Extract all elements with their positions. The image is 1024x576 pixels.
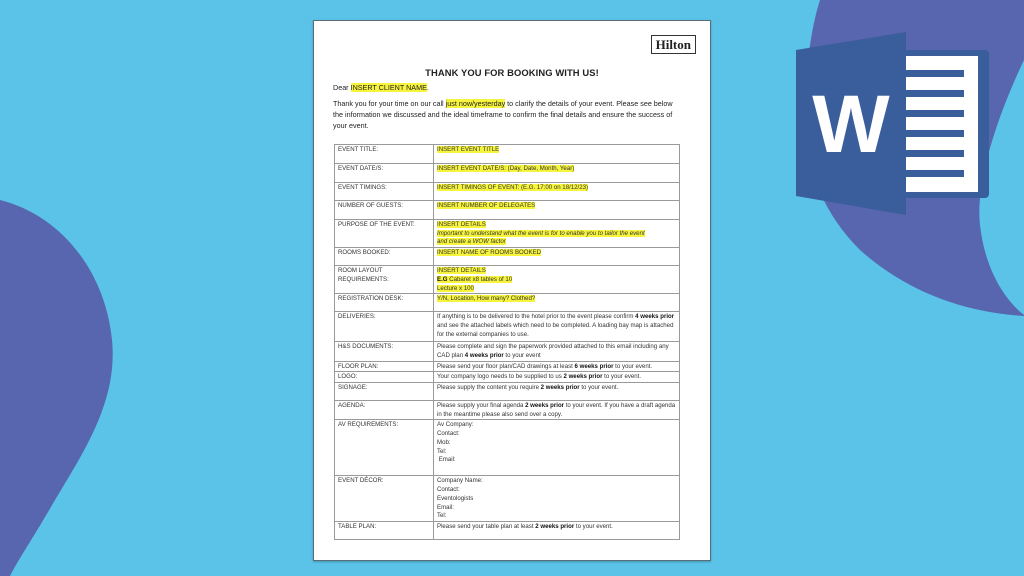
table-row — [335, 312, 680, 342]
row-label: EVENT DATE/S: — [335, 164, 434, 183]
placeholder-text: INSERT EVENT DATE/S: (Day, Date, Month, Year) — [437, 165, 575, 172]
value-text: Please supply your final agenda — [437, 402, 526, 410]
contact-field: Email: — [437, 503, 454, 511]
intro-paragraph — [333, 98, 673, 131]
deadline-text: 2 weeks prior — [535, 523, 575, 531]
value-text: Please send your table plan at least — [437, 523, 536, 531]
table-row — [335, 164, 680, 183]
client-name-placeholder: INSERT CLIENT NAME — [350, 83, 427, 92]
row-label: EVENT TITLE: — [335, 145, 434, 164]
value-text: to your event — [503, 351, 541, 359]
contact-field: Eventologists — [437, 494, 474, 502]
row-value — [434, 522, 680, 540]
value-text: If anything is to be delivered to the hotel prior to the event please confirm — [437, 313, 636, 321]
row-value — [434, 248, 680, 266]
row-label: DELIVERIES: — [335, 312, 434, 342]
table-row — [335, 522, 680, 540]
contact-field: Mob: — [437, 438, 451, 446]
deadline-text: 4 weeks prior — [464, 351, 504, 359]
table-row — [335, 420, 680, 476]
placeholder-text: INSERT NUMBER OF DELEGATES — [437, 202, 536, 209]
table-row — [335, 401, 680, 420]
row-value — [434, 145, 680, 164]
value-text: Please complete and sign the paperwork provided attached to this email including any CAD plan — [437, 343, 669, 359]
microsoft-word-icon — [794, 30, 994, 220]
row-label: ROOM LAYOUT REQUIREMENTS: — [335, 266, 434, 294]
placeholder-text: INSERT TIMINGS OF EVENT: (E.G. 17:00 on 18/12/23) — [437, 184, 589, 191]
document-title: THANK YOU FOR BOOKING WITH US! — [425, 67, 599, 78]
placeholder-text: INSERT EVENT TITLE — [437, 146, 500, 153]
table-row — [335, 294, 680, 312]
row-label: NUMBER OF GUESTS: — [335, 201, 434, 220]
row-label: AGENDA: — [335, 401, 434, 420]
row-label: PURPOSE OF THE EVENT: — [335, 220, 434, 248]
deadline-text: 2 weeks prior — [563, 373, 603, 381]
row-value — [434, 312, 680, 342]
contact-field: Email: — [437, 456, 456, 464]
row-label: ROOMS BOOKED: — [335, 248, 434, 266]
row-label: TABLE PLAN: — [335, 522, 434, 540]
example-text: Lecture x 100 — [437, 284, 474, 292]
deadline-text: 2 weeks prior — [525, 402, 565, 410]
table-row — [335, 145, 680, 164]
row-value — [434, 266, 680, 294]
contact-field: Tel: — [437, 512, 447, 520]
table-row — [335, 183, 680, 201]
row-value — [434, 201, 680, 220]
row-value — [434, 294, 680, 312]
value-text: to your event. — [602, 373, 642, 381]
value-text: Please supply the content you require — [437, 384, 541, 392]
hilton-logo: Hilton — [651, 35, 696, 54]
value-text: Please send your floor plan/CAD drawings at least — [437, 362, 575, 370]
example-text: Cabaret x8 tables of 10 — [447, 275, 513, 283]
row-value — [434, 183, 680, 201]
greeting-line — [333, 83, 429, 92]
value-text: to your event. — [579, 384, 619, 392]
table-row — [335, 201, 680, 220]
row-value — [434, 383, 680, 401]
placeholder-text: INSERT DETAILS — [437, 267, 486, 275]
deadline-text: 4 weeks prior — [635, 313, 675, 321]
row-label: EVENT TIMINGS: — [335, 183, 434, 201]
row-label: LOGO: — [335, 372, 434, 383]
table-row — [335, 266, 680, 294]
placeholder-text: Y/N, Location, How many? Clothed? — [437, 295, 536, 303]
row-label: EVENT DÉCOR: — [335, 476, 434, 522]
contact-field: Av Company: — [437, 421, 474, 429]
greeting-suffix: . — [426, 83, 429, 92]
row-label: H&S DOCUMENTS: — [335, 342, 434, 361]
deadline-text: 2 weeks prior — [540, 384, 580, 392]
value-text: and see the attached labels which need to be completed. A loading bay map is attached for the external companies to use. — [437, 321, 674, 338]
placeholder-note: and create a WOW factor — [437, 238, 506, 246]
contact-field: Contact: — [437, 430, 460, 438]
table-row — [335, 361, 680, 372]
placeholder-note: Important to understand what the event is for to enable you to tailor the event — [437, 229, 645, 237]
table-row — [335, 220, 680, 248]
row-value — [434, 401, 680, 420]
word-letter: W — [812, 79, 890, 170]
row-label: SIGNAGE: — [335, 383, 434, 401]
value-text: to your event. — [613, 362, 653, 370]
deadline-text: 6 weeks prior — [574, 362, 614, 370]
document-page — [313, 20, 711, 561]
placeholder-text: INSERT DETAILS — [437, 221, 486, 228]
value-text: to your event. If you have a draft agenda in the meantime please also send over a copy. — [437, 402, 676, 418]
row-value — [434, 342, 680, 361]
row-label: AV REQUIREMENTS: — [335, 420, 434, 476]
row-value — [434, 420, 680, 476]
contact-field: Tel: — [437, 447, 447, 455]
value-text: Your company logo needs to be supplied to us — [437, 373, 564, 381]
contact-field: Company Name: — [437, 477, 483, 485]
placeholder-text: INSERT NAME OF ROOMS BOOKED — [437, 249, 542, 257]
intro-text-2: to clarify the details of your event. Please see below the information we discussed and the ideal timeframe to confirm the final details and ensure the success of your event. — [333, 99, 673, 130]
contact-field: Contact: — [437, 486, 460, 494]
row-label: REGISTRATION DESK: — [335, 294, 434, 312]
table-row — [335, 248, 680, 266]
intro-text-1: Thank you for your time on our call — [333, 99, 446, 108]
row-label: FLOOR PLAN: — [335, 361, 434, 372]
table-row — [335, 372, 680, 383]
event-details-table — [334, 144, 680, 540]
row-value — [434, 164, 680, 183]
table-row — [335, 383, 680, 401]
row-value — [434, 372, 680, 383]
row-value — [434, 476, 680, 522]
example-prefix: E.G — [437, 275, 448, 283]
value-text: to your event. — [574, 523, 613, 531]
table-row — [335, 476, 680, 522]
intro-highlight: just now/yesterday — [445, 99, 506, 108]
greeting-prefix: Dear — [333, 83, 351, 92]
row-value — [434, 361, 680, 372]
table-row — [335, 342, 680, 361]
row-value — [434, 220, 680, 248]
